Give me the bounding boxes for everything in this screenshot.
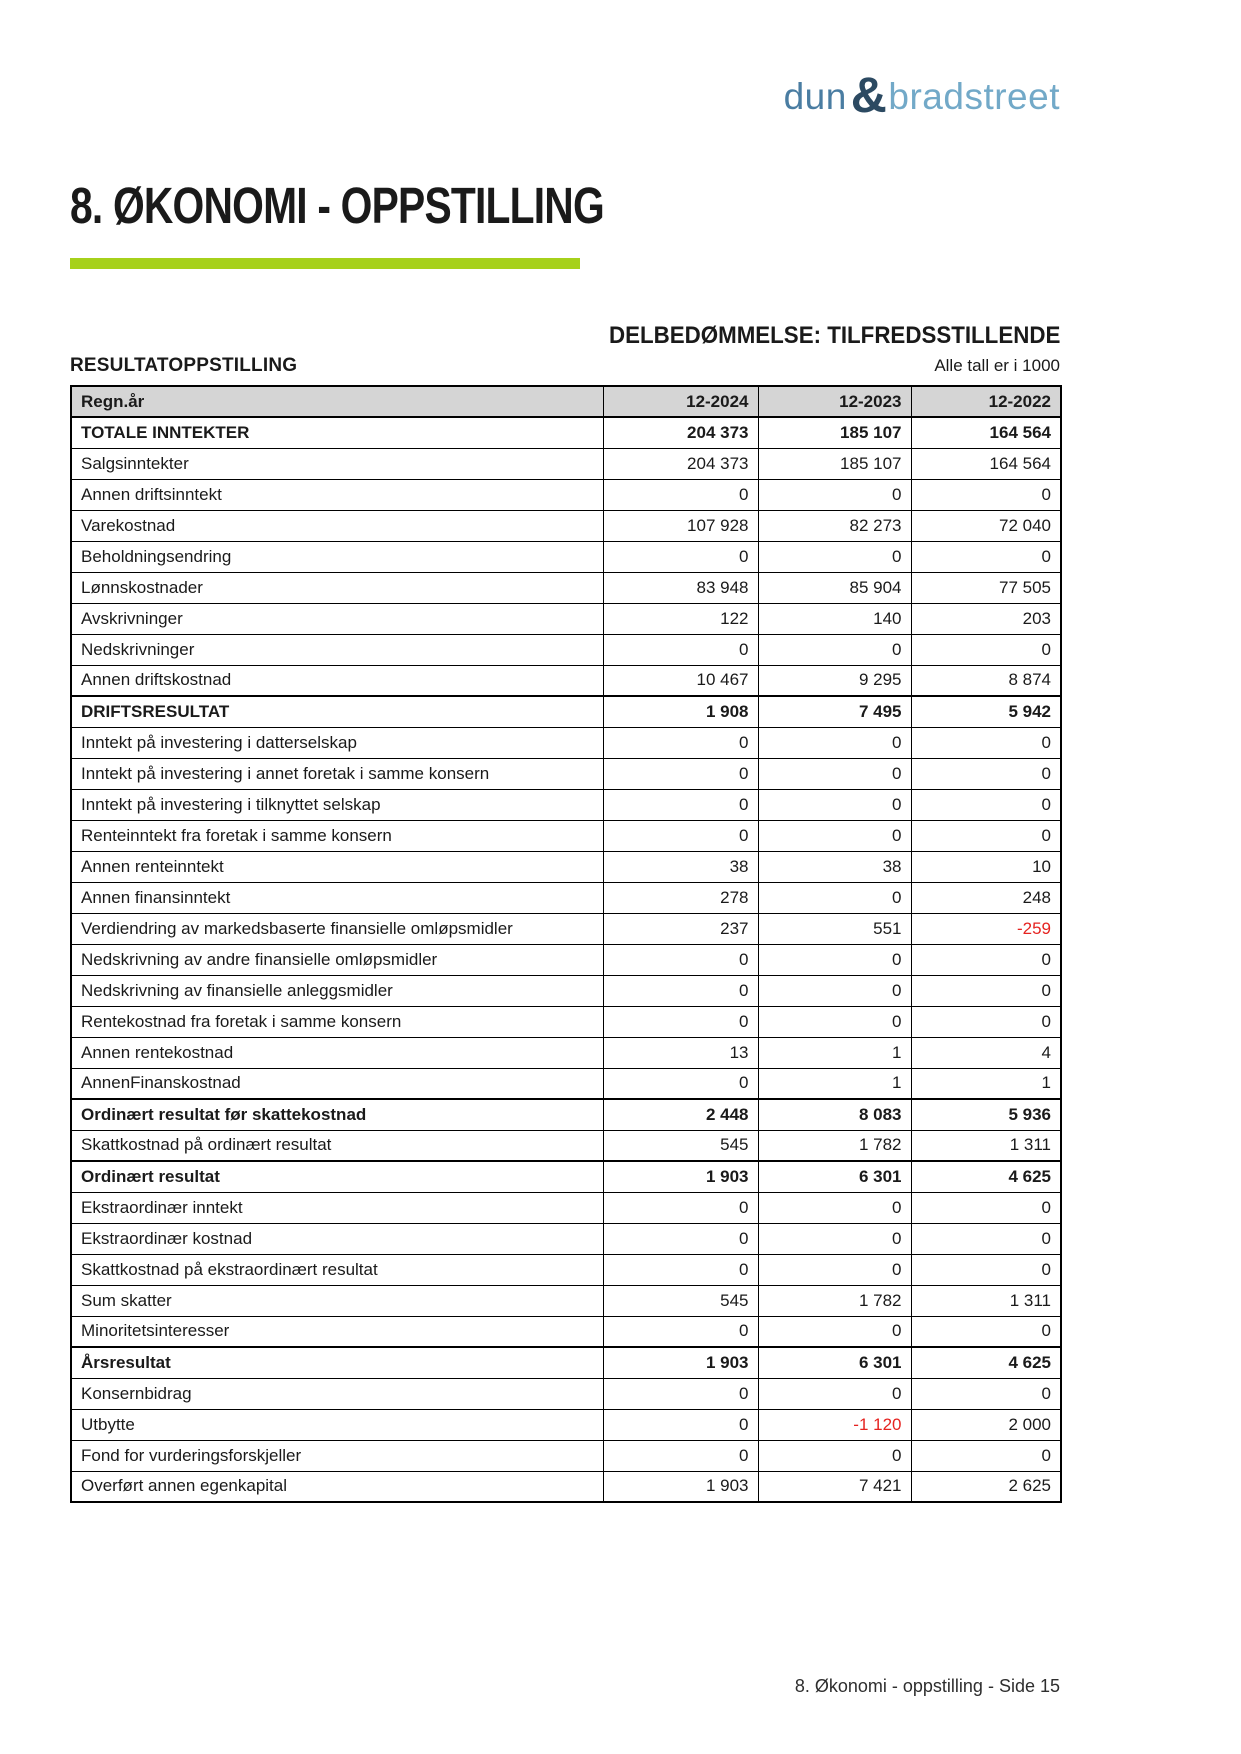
cell-value-2023: 0	[758, 975, 911, 1006]
table-row	[71, 448, 1061, 479]
row-label: Nedskrivninger	[71, 634, 603, 665]
table-row	[71, 1471, 1061, 1502]
table-header-row	[71, 386, 1061, 417]
table-row	[71, 1192, 1061, 1223]
table-row	[71, 1037, 1061, 1068]
cell-value-2024: 1 908	[603, 696, 758, 727]
cell-value-2023: 82 273	[758, 510, 911, 541]
cell-value-2023: 0	[758, 634, 911, 665]
row-label: Årsresultat	[71, 1347, 603, 1378]
cell-value-2023: 0	[758, 1006, 911, 1037]
cell-value-2022: 8 874	[911, 665, 1061, 696]
cell-value-2022: 0	[911, 758, 1061, 789]
cell-value-2024: 13	[603, 1037, 758, 1068]
cell-value-2024: 0	[603, 1409, 758, 1440]
cell-value-2023: 0	[758, 479, 911, 510]
table-row	[71, 1378, 1061, 1409]
cell-value-2024: 1 903	[603, 1471, 758, 1502]
cell-value-2024: 0	[603, 541, 758, 572]
cell-value-2024: 0	[603, 1192, 758, 1223]
cell-value-2024: 1 903	[603, 1161, 758, 1192]
cell-value-2023: 7 421	[758, 1471, 911, 1502]
units-note: Alle tall er i 1000	[934, 356, 1060, 375]
cell-value-2024: 0	[603, 975, 758, 1006]
row-label: Nedskrivning av finansielle anleggsmidler	[71, 975, 603, 1006]
cell-value-2023: 185 107	[758, 417, 911, 448]
row-label: Salgsinntekter	[71, 448, 603, 479]
cell-value-2022: 5 942	[911, 696, 1061, 727]
row-label: Ordinært resultat før skattekostnad	[71, 1099, 603, 1130]
cell-value-2022: 0	[911, 727, 1061, 758]
row-label: Beholdningsendring	[71, 541, 603, 572]
cell-value-2022: 2 000	[911, 1409, 1061, 1440]
results-table	[70, 385, 1062, 1503]
cell-value-2022: 4	[911, 1037, 1061, 1068]
cell-value-2022: 0	[911, 944, 1061, 975]
cell-value-2023: 185 107	[758, 448, 911, 479]
row-label: Ekstraordinær kostnad	[71, 1223, 603, 1254]
cell-value-2024: 0	[603, 820, 758, 851]
cell-value-2024: 0	[603, 1254, 758, 1285]
cell-value-2023: 0	[758, 820, 911, 851]
cell-value-2024: 204 373	[603, 448, 758, 479]
table-row	[71, 1316, 1061, 1347]
row-label: Annen renteinntekt	[71, 851, 603, 882]
cell-value-2024: 0	[603, 1440, 758, 1471]
table-row	[71, 696, 1061, 727]
table-row	[71, 1161, 1061, 1192]
row-label: Avskrivninger	[71, 603, 603, 634]
cell-value-2022: -259	[911, 913, 1061, 944]
cell-value-2024: 2 448	[603, 1099, 758, 1130]
cell-value-2024: 0	[603, 1223, 758, 1254]
table-row	[71, 572, 1061, 603]
cell-value-2023: 0	[758, 758, 911, 789]
title-underline-bar	[70, 258, 580, 269]
logo-ampersand-icon: &	[850, 67, 888, 123]
cell-value-2024: 0	[603, 479, 758, 510]
table-row	[71, 1068, 1061, 1099]
cell-value-2022: 77 505	[911, 572, 1061, 603]
row-label: Overført annen egenkapital	[71, 1471, 603, 1502]
cell-value-2023: 6 301	[758, 1161, 911, 1192]
cell-value-2022: 0	[911, 541, 1061, 572]
cell-value-2024: 0	[603, 1378, 758, 1409]
dun-bradstreet-logo	[784, 68, 1060, 126]
cell-value-2024: 545	[603, 1285, 758, 1316]
table-row	[71, 1440, 1061, 1471]
page-title: 8. ØKONOMI - OPPSTILLING	[70, 177, 604, 234]
cell-value-2022: 2 625	[911, 1471, 1061, 1502]
row-label: Annen rentekostnad	[71, 1037, 603, 1068]
cell-value-2023: 1 782	[758, 1130, 911, 1161]
cell-value-2024: 0	[603, 727, 758, 758]
cell-value-2023: 0	[758, 727, 911, 758]
cell-value-2022: 203	[911, 603, 1061, 634]
cell-value-2023: 0	[758, 882, 911, 913]
cell-value-2022: 72 040	[911, 510, 1061, 541]
cell-value-2023: 0	[758, 789, 911, 820]
cell-value-2023: 1	[758, 1068, 911, 1099]
cell-value-2022: 0	[911, 975, 1061, 1006]
cell-value-2023: 0	[758, 1316, 911, 1347]
logo-text-dun: dun	[783, 76, 847, 117]
cell-value-2022: 4 625	[911, 1161, 1061, 1192]
row-label: Inntekt på investering i datterselskap	[71, 727, 603, 758]
row-label: Annen driftsinntekt	[71, 479, 603, 510]
table-row	[71, 727, 1061, 758]
row-label: Varekostnad	[71, 510, 603, 541]
cell-value-2023: 7 495	[758, 696, 911, 727]
table-row	[71, 634, 1061, 665]
table-row	[71, 1130, 1061, 1161]
cell-value-2022: 248	[911, 882, 1061, 913]
cell-value-2023: 85 904	[758, 572, 911, 603]
cell-value-2023: 551	[758, 913, 911, 944]
cell-value-2024: 0	[603, 634, 758, 665]
cell-value-2023: 1	[758, 1037, 911, 1068]
cell-value-2024: 0	[603, 944, 758, 975]
row-label: Fond for vurderingsforskjeller	[71, 1440, 603, 1471]
row-label: Verdiendring av markedsbaserte finansielle omløpsmidler	[71, 913, 603, 944]
cell-value-2024: 0	[603, 758, 758, 789]
table-row	[71, 758, 1061, 789]
cell-value-2023: -1 120	[758, 1409, 911, 1440]
row-label: Rentekostnad fra foretak i samme konsern	[71, 1006, 603, 1037]
cell-value-2022: 0	[911, 1223, 1061, 1254]
row-label: Lønnskostnader	[71, 572, 603, 603]
table-row	[71, 913, 1061, 944]
cell-value-2024: 0	[603, 1006, 758, 1037]
cell-value-2022: 0	[911, 634, 1061, 665]
cell-value-2024: 38	[603, 851, 758, 882]
header-year-2022: 12-2022	[911, 386, 1061, 417]
table-title: RESULTATOPPSTILLING	[70, 355, 298, 376]
table-row	[71, 789, 1061, 820]
row-label: Ordinært resultat	[71, 1161, 603, 1192]
table-row	[71, 541, 1061, 572]
table-row	[71, 1254, 1061, 1285]
table-row	[71, 851, 1061, 882]
row-label: Utbytte	[71, 1409, 603, 1440]
table-row	[71, 944, 1061, 975]
cell-value-2022: 1 311	[911, 1130, 1061, 1161]
cell-value-2022: 0	[911, 1440, 1061, 1471]
assessment-heading: DELBEDØMMELSE: TILFREDSSTILLENDE	[608, 322, 1060, 349]
page-footer: 8. Økonomi - oppstilling - Side 15	[794, 1676, 1060, 1696]
table-row	[71, 665, 1061, 696]
cell-value-2022: 0	[911, 820, 1061, 851]
cell-value-2022: 4 625	[911, 1347, 1061, 1378]
cell-value-2024: 204 373	[603, 417, 758, 448]
row-label: Annen driftskostnad	[71, 665, 603, 696]
cell-value-2023: 0	[758, 944, 911, 975]
cell-value-2022: 0	[911, 1254, 1061, 1285]
row-label: Skattkostnad på ekstraordinært resultat	[71, 1254, 603, 1285]
table-row	[71, 1285, 1061, 1316]
cell-value-2022: 0	[911, 789, 1061, 820]
row-label: Ekstraordinær inntekt	[71, 1192, 603, 1223]
cell-value-2023: 38	[758, 851, 911, 882]
cell-value-2022: 0	[911, 479, 1061, 510]
cell-value-2023: 0	[758, 1440, 911, 1471]
table-row	[71, 1006, 1061, 1037]
table-row	[71, 417, 1061, 448]
logo-text-bradstreet: bradstreet	[888, 76, 1060, 117]
cell-value-2024: 10 467	[603, 665, 758, 696]
row-label: Inntekt på investering i annet foretak i samme konsern	[71, 758, 603, 789]
header-year-2023: 12-2023	[758, 386, 911, 417]
cell-value-2024: 0	[603, 1068, 758, 1099]
row-label: DRIFTSRESULTAT	[71, 696, 603, 727]
cell-value-2023: 140	[758, 603, 911, 634]
cell-value-2023: 0	[758, 541, 911, 572]
cell-value-2023: 0	[758, 1254, 911, 1285]
table-row	[71, 975, 1061, 1006]
table-row	[71, 820, 1061, 851]
cell-value-2023: 0	[758, 1192, 911, 1223]
row-label: TOTALE INNTEKTER	[71, 417, 603, 448]
cell-value-2024: 237	[603, 913, 758, 944]
cell-value-2022: 10	[911, 851, 1061, 882]
row-label: Nedskrivning av andre finansielle omløpsmidler	[71, 944, 603, 975]
cell-value-2023: 1 782	[758, 1285, 911, 1316]
cell-value-2023: 9 295	[758, 665, 911, 696]
cell-value-2022: 0	[911, 1378, 1061, 1409]
cell-value-2024: 83 948	[603, 572, 758, 603]
cell-value-2022: 0	[911, 1192, 1061, 1223]
cell-value-2022: 1 311	[911, 1285, 1061, 1316]
table-row	[71, 882, 1061, 913]
cell-value-2022: 164 564	[911, 448, 1061, 479]
table-row	[71, 1409, 1061, 1440]
cell-value-2022: 164 564	[911, 417, 1061, 448]
header-row-label: Regn.år	[71, 386, 603, 417]
row-label: AnnenFinanskostnad	[71, 1068, 603, 1099]
cell-value-2024: 122	[603, 603, 758, 634]
row-label: Renteinntekt fra foretak i samme konsern	[71, 820, 603, 851]
table-row	[71, 1223, 1061, 1254]
row-label: Inntekt på investering i tilknyttet selskap	[71, 789, 603, 820]
cell-value-2023: 8 083	[758, 1099, 911, 1130]
table-row	[71, 510, 1061, 541]
row-label: Konsernbidrag	[71, 1378, 603, 1409]
table-row	[71, 603, 1061, 634]
row-label: Skattkostnad på ordinært resultat	[71, 1130, 603, 1161]
row-label: Annen finansinntekt	[71, 882, 603, 913]
table-row	[71, 1099, 1061, 1130]
cell-value-2024: 1 903	[603, 1347, 758, 1378]
cell-value-2024: 278	[603, 882, 758, 913]
cell-value-2022: 0	[911, 1006, 1061, 1037]
cell-value-2024: 545	[603, 1130, 758, 1161]
cell-value-2022: 5 936	[911, 1099, 1061, 1130]
cell-value-2023: 0	[758, 1223, 911, 1254]
row-label: Minoritetsinteresser	[71, 1316, 603, 1347]
cell-value-2022: 0	[911, 1316, 1061, 1347]
table-row	[71, 479, 1061, 510]
table-row	[71, 1347, 1061, 1378]
cell-value-2024: 0	[603, 789, 758, 820]
cell-value-2023: 6 301	[758, 1347, 911, 1378]
header-year-2024: 12-2024	[603, 386, 758, 417]
cell-value-2024: 0	[603, 1316, 758, 1347]
cell-value-2022: 1	[911, 1068, 1061, 1099]
table-caption-row	[70, 355, 1060, 377]
cell-value-2024: 107 928	[603, 510, 758, 541]
cell-value-2023: 0	[758, 1378, 911, 1409]
row-label: Sum skatter	[71, 1285, 603, 1316]
